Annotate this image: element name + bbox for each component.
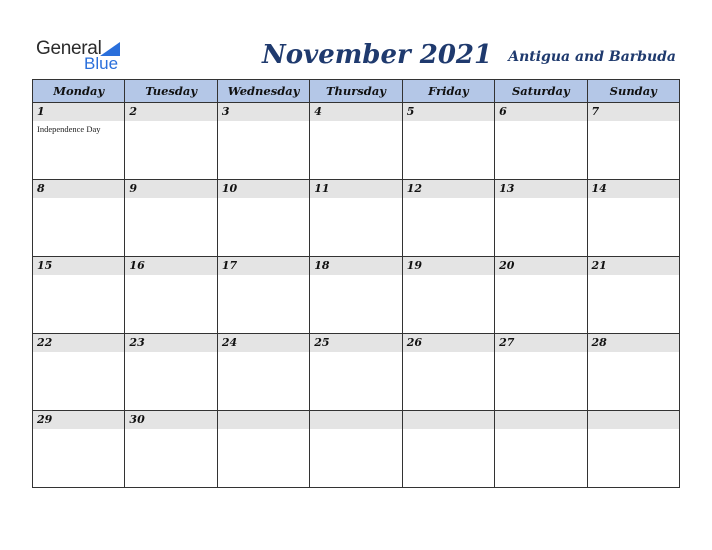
day-number-bar: [218, 257, 309, 275]
day-cell: [33, 334, 125, 411]
day-number-bar: [218, 411, 309, 429]
day-number-bar: [33, 257, 124, 275]
day-number-bar: [310, 180, 401, 198]
day-number: 8: [37, 182, 45, 195]
holiday-label: Independence Day: [37, 124, 101, 134]
generalblue-logo: [36, 38, 136, 74]
day-number: 29: [37, 413, 53, 426]
weekday-monday: Monday: [33, 80, 125, 103]
week-row: [33, 257, 680, 334]
day-number: 18: [314, 259, 330, 272]
day-number-bar: [588, 411, 679, 429]
day-cell: [310, 334, 402, 411]
day-number: 12: [406, 182, 422, 195]
weekday-saturday: Saturday: [495, 80, 587, 103]
day-number-bar: [495, 334, 586, 352]
day-number: 15: [37, 259, 53, 272]
day-number: 17: [221, 259, 238, 272]
weekday-header-row: [33, 80, 680, 103]
day-number: 28: [591, 336, 607, 349]
week-row: [33, 103, 680, 180]
day-cell: [587, 411, 679, 488]
day-cell: [33, 180, 125, 257]
day-cell: [402, 334, 494, 411]
day-number: 6: [499, 105, 507, 118]
day-cell: [402, 257, 494, 334]
day-number: 20: [499, 259, 515, 272]
day-cell: [310, 411, 402, 488]
day-cell: [587, 334, 679, 411]
day-number-bar: [403, 411, 494, 429]
logo-general-text: General: [36, 38, 102, 59]
day-number-bar: [33, 180, 124, 198]
day-cell: [402, 180, 494, 257]
weekday-thursday: Thursday: [310, 80, 402, 103]
day-cell: [33, 257, 125, 334]
day-cell: [495, 257, 587, 334]
day-number: 23: [129, 336, 145, 349]
day-number-bar: [495, 180, 586, 198]
day-cell: [587, 103, 679, 180]
day-number-bar: [125, 257, 216, 275]
day-number-bar: [588, 257, 679, 275]
logo-blue-text: Blue: [84, 54, 119, 73]
day-number: 24: [221, 336, 238, 349]
day-cell: [587, 180, 679, 257]
day-number: 26: [406, 336, 422, 349]
day-cell: [495, 103, 587, 180]
day-cell: [310, 257, 402, 334]
calendar-title: November 2021: [262, 40, 493, 70]
day-cell: [125, 180, 217, 257]
day-number-bar: [403, 103, 494, 121]
day-number-bar: [218, 103, 309, 121]
day-number-bar: [310, 257, 401, 275]
day-cell: [310, 180, 402, 257]
day-number-bar: [218, 180, 309, 198]
day-cell: [587, 257, 679, 334]
day-number-bar: [588, 334, 679, 352]
day-number: 9: [129, 182, 138, 195]
day-number-bar: [588, 180, 679, 198]
day-number: 5: [406, 105, 415, 118]
day-number: 19: [406, 259, 422, 272]
day-number-bar: [125, 411, 216, 429]
day-cell: [402, 103, 494, 180]
week-row: [33, 180, 680, 257]
day-number: 14: [591, 182, 607, 195]
day-number: 21: [591, 259, 607, 272]
day-number: 1: [37, 105, 45, 118]
weekday-wednesday: Wednesday: [217, 80, 309, 103]
day-number-bar: [403, 180, 494, 198]
day-number-bar: [310, 103, 401, 121]
day-number-bar: [588, 103, 679, 121]
day-cell: [495, 411, 587, 488]
day-number: 27: [499, 336, 515, 349]
day-number: 4: [314, 105, 322, 118]
day-number: 10: [221, 182, 238, 195]
day-number-bar: [218, 334, 309, 352]
day-cell: [125, 257, 217, 334]
week-row: [33, 411, 680, 488]
day-number-bar: [403, 334, 494, 352]
day-number-bar: [403, 257, 494, 275]
day-number-bar: [495, 103, 586, 121]
day-cell: [33, 103, 125, 180]
day-cell: [495, 180, 587, 257]
day-number-bar: [33, 103, 124, 121]
weekday-tuesday: Tuesday: [125, 80, 217, 103]
day-number: 7: [591, 105, 600, 118]
day-cell: [125, 103, 217, 180]
weekday-friday: Friday: [402, 80, 494, 103]
day-number-bar: [125, 103, 216, 121]
day-number: 16: [129, 259, 145, 272]
country-name: Antigua and Barbuda: [508, 49, 676, 65]
day-cell: [217, 180, 309, 257]
calendar-grid: [32, 79, 680, 488]
day-number-bar: [310, 334, 401, 352]
day-number-bar: [310, 411, 401, 429]
day-cell: [217, 411, 309, 488]
day-cell: [125, 411, 217, 488]
day-number: 25: [314, 336, 330, 349]
day-number: 3: [221, 105, 230, 118]
day-number-bar: [125, 180, 216, 198]
day-cell: [217, 257, 309, 334]
day-number: 2: [129, 105, 138, 118]
day-number: 22: [37, 336, 53, 349]
day-cell: [217, 103, 309, 180]
day-cell: [310, 103, 402, 180]
day-number-bar: [495, 257, 586, 275]
day-number-bar: [33, 334, 124, 352]
day-cell: [217, 334, 309, 411]
day-number-bar: [125, 334, 216, 352]
day-number: 11: [314, 182, 330, 195]
day-cell: [33, 411, 125, 488]
day-cell: [125, 334, 217, 411]
day-cell: [495, 334, 587, 411]
day-cell: [402, 411, 494, 488]
weekday-sunday: Sunday: [587, 80, 679, 103]
day-number: 13: [499, 182, 515, 195]
week-row: [33, 334, 680, 411]
day-number-bar: [33, 411, 124, 429]
day-number: 30: [129, 413, 145, 426]
day-number-bar: [495, 411, 586, 429]
